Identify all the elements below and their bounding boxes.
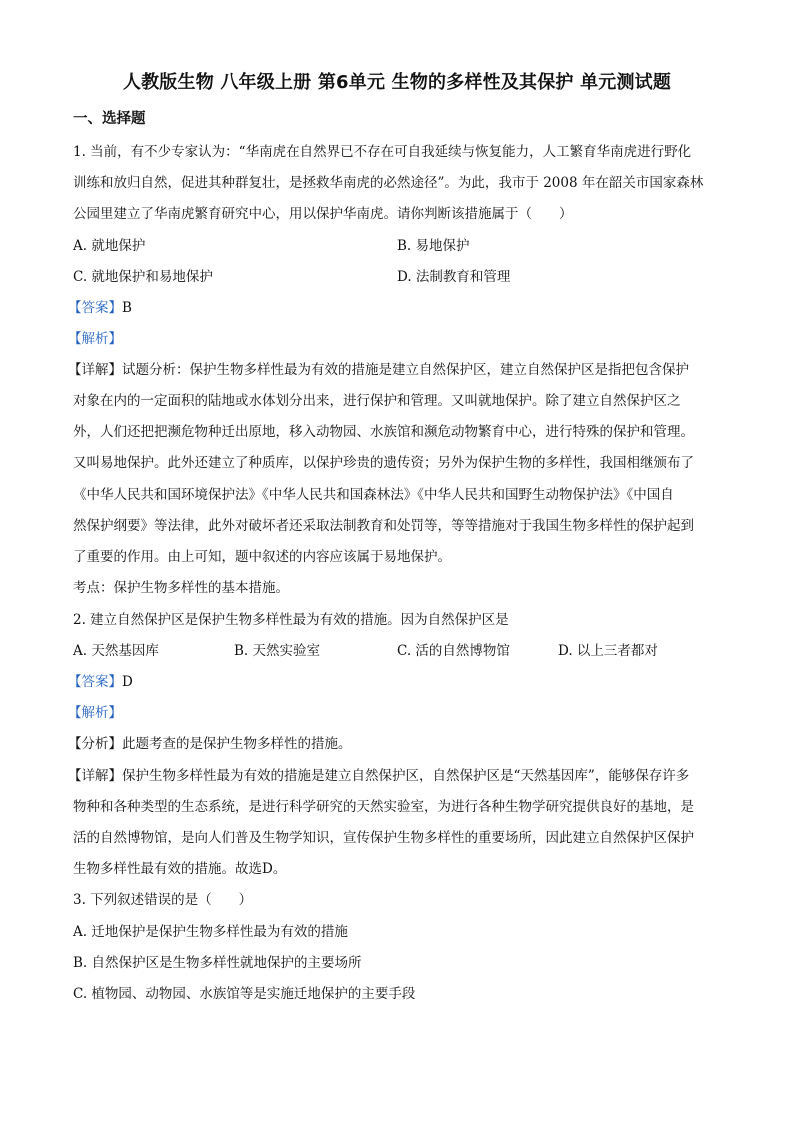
q2-analysis-tag xyxy=(68,704,122,722)
q2-option-b: B. 天然实验室 xyxy=(234,643,321,659)
q1-option-c: C. 就地保护和易地保护 xyxy=(73,269,213,285)
answer-value: D xyxy=(122,674,133,690)
q1-option-a: A. 就地保护 xyxy=(73,238,146,254)
q2-detail-line-4: 生物多样性最有效的措施。故选D。 xyxy=(73,861,287,877)
answer-tag: 【答案】 xyxy=(68,674,122,690)
answer-value: B xyxy=(122,300,132,316)
q2-answer xyxy=(68,673,133,691)
q1-detail-line-4: 又叫易地保护。此外还建立了种质库，以保护珍贵的遗传资；另外为保护生物的多样性，我国相继颁布了 xyxy=(73,455,694,471)
answer-tag: 【答案】 xyxy=(68,300,122,316)
q3-option-c: C. 植物园、动物园、水族馆等是实施迁地保护的主要手段 xyxy=(73,986,416,1002)
q1-option-d: D. 法制教育和管理 xyxy=(397,269,511,285)
q2-option-c: C. 活的自然博物馆 xyxy=(397,643,510,659)
q1-detail-line-1 xyxy=(68,361,689,379)
q1-detail-line-7: 了重要的作用。由上可知，题中叙述的内容应该属于易地保护。 xyxy=(73,549,451,565)
q2-option-d: D. 以上三者都对 xyxy=(558,643,658,659)
q2-detail-line-2: 物种和各种类型的生态系统，是进行科学研究的天然实验室，为进行各种生物学研究提供良好的基地，是 xyxy=(73,799,694,815)
q1-detail-line-5: 《中华人民共和国环境保护法》《中华人民共和国森林法》《中华人民共和国野生动物保护法》《中国自 xyxy=(73,487,674,503)
detail-tag: 【详解】 xyxy=(68,362,122,378)
detail-tag: 【详解】 xyxy=(68,768,122,784)
detail-text: 试题分析：保护生物多样性最为有效的措施是建立自然保护区，建立自然保护区是指把包含保护 xyxy=(122,362,689,378)
detail-text: 保护生物多样性最为有效的措施是建立自然保护区，自然保护区是“天然基因库”，能够保存许多 xyxy=(122,768,690,784)
page-title: 人教版生物 八年级上册 第6单元 生物的多样性及其保护 单元测试题 xyxy=(122,72,672,93)
q2-fenxi xyxy=(68,735,352,753)
fenxi-text: 此题考查的是保护生物多样性的措施。 xyxy=(122,736,352,752)
section-heading: 一、选择题 xyxy=(73,111,146,127)
q1-answer xyxy=(68,299,132,317)
q1-stem-line-3: 公园里建立了华南虎繁育研究中心，用以保护华南虎。请你判断该措施属于（ ） xyxy=(73,206,573,222)
q1-analysis-tag xyxy=(68,330,122,348)
q1-kaodian: 考点：保护生物多样性的基本措施。 xyxy=(73,580,289,596)
q2-option-a: A. 天然基因库 xyxy=(73,643,159,659)
q1-detail-line-2: 对象在内的一定面积的陆地或水体划分出来，进行保护和管理。又叫就地保护。除了建立自然保护区之 xyxy=(73,393,681,409)
q3-stem: 3. 下列叙述错误的是（ ） xyxy=(73,892,253,908)
analysis-tag: 【解析】 xyxy=(68,331,122,347)
q1-stem-line-1: 1. 当前，有不少专家认为：“华南虎在自然界已不存在可自我延续与恢复能力，人工繁育华南虎进行野化 xyxy=(73,144,692,160)
q1-option-b: B. 易地保护 xyxy=(397,238,470,254)
q1-stem-line-2: 训练和放归自然，促进其种群复壮，是拯救华南虎的必然途径”。为此，我市于 2008 年在韶关市国家森林 xyxy=(73,175,704,191)
q2-stem: 2. 建立自然保护区是保护生物多样性最为有效的措施。因为自然保护区是 xyxy=(73,612,509,628)
q1-detail-line-6: 然保护纲要》等法律，此外对破坏者还采取法制教育和处罚等，等等措施对于我国生物多样性的保护起到 xyxy=(73,518,694,534)
q1-detail-line-3: 外，人们还把把濒危物种迁出原地，移入动物园、水族馆和濒危动物繁育中心，进行特殊的保护和管理。 xyxy=(73,424,694,440)
q2-detail-line-1 xyxy=(68,767,689,785)
q3-option-a: A. 迁地保护是保护生物多样性最为有效的措施 xyxy=(73,924,348,940)
q3-option-b: B. 自然保护区是生物多样性就地保护的主要场所 xyxy=(73,955,362,971)
analysis-tag: 【解析】 xyxy=(68,705,122,721)
q2-detail-line-3: 活的自然博物馆，是向人们普及生物学知识，宣传保护生物多样性的重要场所，因此建立自然保护区保护 xyxy=(73,830,694,846)
fenxi-tag: 【分析】 xyxy=(68,736,122,752)
